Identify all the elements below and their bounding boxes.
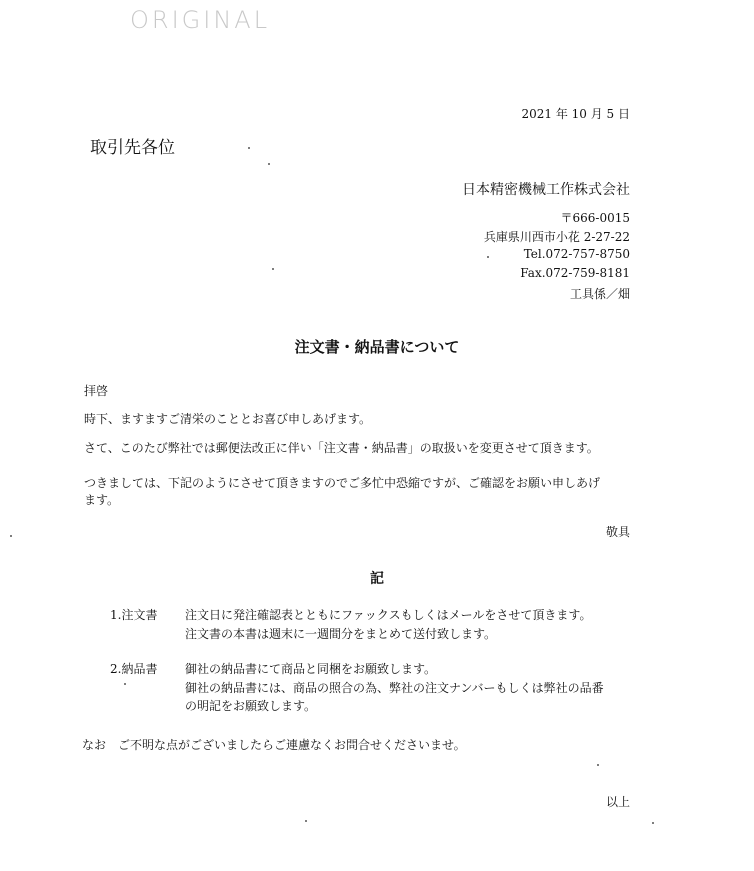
paragraph-2: さて、このたび弊社では郵便法改正に伴い「注文書・納品書」の取扱いを変更させて頂きます。 [84, 441, 599, 455]
item-1-line-2: 注文書の本書は週末に一週間分をまとめて送付致します。 [185, 627, 497, 641]
document-title: 注文書・納品書について [294, 338, 460, 356]
sender-fax: Fax.072-759-8181 [520, 266, 630, 280]
item-2-label: 2.納品書 [110, 662, 158, 676]
ki-heading: 記 [370, 571, 384, 587]
sender-address: 兵庫県川西市小花 2-27-22 [483, 230, 630, 244]
scan-speck [487, 256, 489, 258]
closing-note: なお ご不明な点がございましたらご連慮なくお問合せくださいませ。 [82, 738, 466, 752]
scan-speck [124, 683, 126, 685]
sender-tel: Tel.072-757-8750 [523, 247, 630, 261]
item-2-line-1: 御社の納品書にて商品と同梱をお願致します。 [185, 662, 437, 676]
original-stamp: ORIGINAL [130, 6, 271, 34]
item-2-line-2: 御社の納品書には、商品の照合の為、弊社の注文ナンバーもしくは弊社の品番 [185, 681, 604, 695]
sender-postal: 〒666-0015 [560, 211, 630, 225]
scan-speck [268, 163, 270, 165]
item-2-line-3: の明記をお願致します。 [185, 699, 317, 713]
end-ijou: 以上 [605, 795, 630, 809]
scan-speck [652, 822, 654, 824]
paragraph-3-cont: ます。 [84, 493, 120, 507]
item-1-line-1: 注文日に発注確認表とともにファックスもしくはメールをさせて頂きます。 [185, 608, 592, 622]
salutation: 拝啓 [84, 384, 109, 398]
scan-speck [272, 268, 274, 270]
item-1-label: 1.注文書 [110, 608, 158, 622]
sender-company: 日本精密機械工作株式会社 [462, 182, 630, 198]
paragraph-3: つきましては、下記のようにさせて頂きますのでご多忙中恐縮ですが、ご確認をお願い申しあげ [84, 476, 601, 490]
scan-speck [305, 820, 307, 822]
recipient: 取引先各位 [90, 138, 175, 158]
scan-speck [597, 764, 599, 766]
sender-dept: 工具係／畑 [569, 287, 630, 301]
closing-keigu: 敬具 [605, 525, 630, 539]
scan-speck [248, 147, 250, 149]
scan-speck [10, 535, 12, 537]
document-date: 2021 年 10 月 5 日 [521, 107, 630, 121]
paragraph-1: 時下、ますますご清栄のこととお喜び申しあげます。 [84, 412, 372, 426]
